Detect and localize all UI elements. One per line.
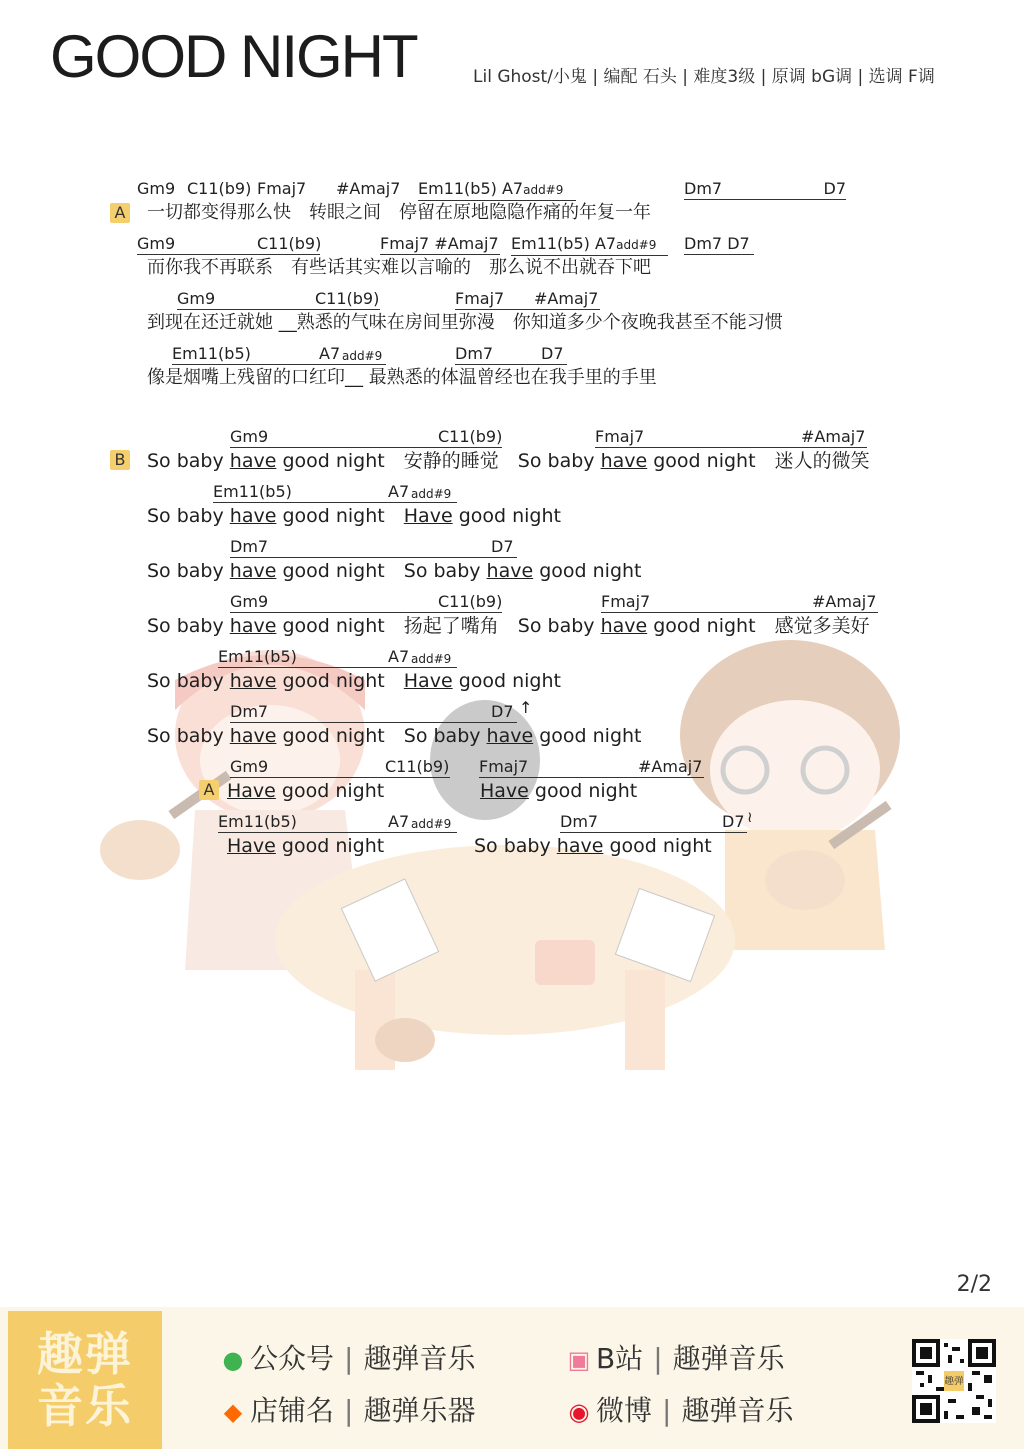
chord: Dm7 D7 — [560, 812, 747, 833]
strum-arrow-up-icon: ↑ — [519, 698, 533, 717]
lyric-line: So baby have good night Have good night — [147, 505, 561, 527]
chord: Fmaj7 #Amaj7 — [479, 757, 703, 776]
chord: Fmaj7 #Amaj7 — [595, 427, 866, 446]
chord: Em11(b5) A7 add#9 — [218, 812, 457, 833]
footer — [0, 1307, 1024, 1449]
chord: Em11(b5) A7 add#9 — [218, 647, 457, 668]
chord: #Amaj7 — [336, 179, 401, 198]
chord: Em11(b5) A7 add#9 — [213, 482, 457, 503]
section-marker-b: B — [110, 450, 130, 470]
chord: Em11(b5) A7add#9 — [418, 179, 576, 201]
chord: Em11(b5) A7add#9 — [511, 234, 668, 256]
chord: Gm9 C11(b9) — [230, 592, 503, 611]
lyric-line: Have good night — [227, 780, 385, 802]
chord: Gm9 — [137, 179, 176, 198]
lyric-line: So baby have good night So baby have good night — [147, 560, 642, 582]
chord: Dm7 D7 — [684, 234, 754, 255]
lyric-line: Have good night — [227, 835, 385, 857]
svg-text:趣弹: 趣弹 — [944, 1376, 964, 1388]
chord: Dm7 D7 — [230, 537, 517, 558]
lyric-line: 而你我不再联系 有些话其实难以言喻的 那么说不出就吞下吧 — [147, 257, 651, 278]
bilibili-row: ▣ B站 | 趣弹音乐 — [562, 1337, 785, 1377]
chord: Gm9 C11(b9) — [230, 427, 503, 446]
chord: Fmaj7 #Amaj7 — [455, 289, 599, 308]
lyric-line: 像是烟嘴上残留的口红印__ 最熟悉的体温曾经也在我手里的手里 — [147, 367, 657, 388]
weibo-icon: ◉ — [568, 1398, 590, 1426]
chord: Fmaj7 — [257, 179, 307, 198]
chord: Em11(b5) A7 add#9 — [172, 344, 386, 365]
brand-logo: 趣弹 音乐 — [8, 1311, 162, 1449]
chord: Dm7 D7 — [684, 179, 846, 198]
section-marker-a: A — [199, 780, 219, 800]
lyric-line: So baby have good night 扬起了嘴角 So baby have good night 感觉多美好 — [147, 615, 870, 637]
section-marker-a: A — [110, 203, 130, 223]
lyric-line: Have good night — [480, 780, 638, 802]
lyric-line: 到现在还迁就她 __熟悉的气味在房间里弥漫 你知道多少个夜晚我甚至不能习惯 — [147, 312, 783, 333]
song-title: GOOD NIGHT — [50, 23, 417, 90]
chord: Fmaj7 #Amaj7 — [601, 592, 877, 611]
qr-code-icon — [912, 1339, 996, 1423]
chord: Dm7 D7 — [455, 344, 567, 365]
chord: Dm7 D7 — [230, 702, 517, 723]
page-number: 2/2 — [956, 1272, 992, 1297]
arpeggio-icon: ≀ — [747, 808, 753, 826]
song-meta: Lil Ghost/小鬼 | 编配 石头 | 难度3级 | 原调 bG调 | 选调 F调 — [473, 67, 935, 87]
lyric-line: So baby have good night — [474, 835, 712, 857]
chord: C11(b9) — [187, 179, 252, 198]
taobao-icon: ◆ — [223, 1398, 243, 1426]
chord: Gm9 C11(b9) — [177, 289, 380, 308]
chord: Gm9 C11(b9) — [137, 234, 322, 253]
lyric-line: 一切都变得那么快 转眼之间 停留在原地隐隐作痛的年复一年 — [147, 202, 651, 223]
lyric-line: So baby have good night So baby have good night — [147, 725, 642, 747]
weibo-row: ◉ 微博 | 趣弹音乐 — [562, 1389, 793, 1429]
chord: Fmaj7 #Amaj7 — [380, 234, 499, 253]
chord: Gm9 C11(b9) — [230, 757, 450, 776]
lyric-line: So baby have good night 安静的睡觉 So baby have good night 迷人的微笑 — [147, 450, 870, 472]
taobao-row: ◆ 店铺名 | 趣弹乐器 — [216, 1389, 475, 1429]
wechat-icon: ● — [222, 1346, 244, 1374]
bilibili-icon: ▣ — [567, 1346, 591, 1374]
wechat-row: ● 公众号 | 趣弹音乐 — [216, 1337, 475, 1377]
lyric-line: So baby have good night Have good night — [147, 670, 561, 692]
